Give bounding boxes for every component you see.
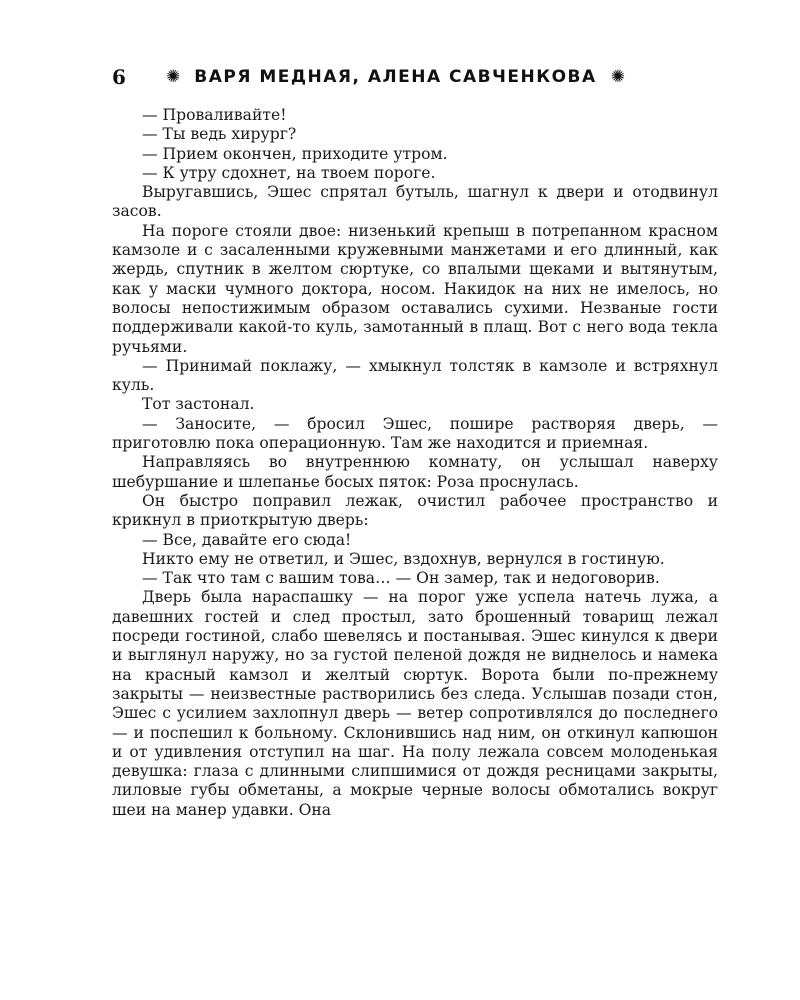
ornament-icon: ✺ bbox=[610, 66, 625, 87]
paragraph: Никто ему не ответил, и Эшес, вздохнув, вернулся в гостиную. bbox=[142, 549, 665, 568]
paragraph: Тот застонал. bbox=[142, 395, 255, 414]
paragraph: — Ты ведь хирург? bbox=[142, 125, 297, 144]
text-body bbox=[112, 106, 718, 820]
paragraph: — Проваливайте! bbox=[142, 106, 287, 124]
paragraph: Он быстро поправил лежак, очистил рабочее пространство и крикнул в приоткрытую дверь: bbox=[112, 491, 718, 530]
page-number: 6 bbox=[112, 65, 126, 89]
paragraph: Дверь была нараспашку — на порог уже успела натечь лужа, а давешних гостей и след простыл, зато брошенный товарищ лежал посреди гостиной, слабо шевелясь и постанывая. Эшес кинулся к двери и выглянул наружу, но за густой пеленой дождя не виднелось и намека на красный камзол и желтый сюртук. Ворота были по-прежнему закрыты — неизвестные растворились без следа. Услышав позади стон, Эшес с усилием захлопнул дверь — ветер сопротивлялся до последнего — и поспешил к больному. Склонившись над ним, он откинул капюшон и от удивления отступил на шаг. На полу лежала совсем молоденькая девушка: глаза с длинными слипшимися от дождя ресницами закрыты, лиловые губы обметаны, а мокрые черные волосы обмотались вокруг шеи на манер удавки. Она bbox=[112, 588, 718, 819]
paragraph: — Прием окончен, приходите утром. bbox=[142, 144, 448, 163]
paragraph: Выругавшись, Эшес спрятал бутыль, шагнул к двери и отодвинул засов. bbox=[112, 183, 718, 221]
paragraph: — К утру сдохнет, на твоем пороге. bbox=[142, 163, 436, 182]
paragraph: — Все, давайте его сюда! bbox=[142, 530, 352, 549]
paragraph: — Так что там с вашим това… — Он замер, так и недоговорив. bbox=[142, 569, 660, 588]
ornament-icon: ✺ bbox=[166, 66, 181, 87]
paragraph: Направляясь во внутреннюю комнату, он услышал наверху шебуршание и шлепанье босых пяток: Роза проснулась. bbox=[112, 453, 718, 491]
paragraph: — Принимай поклажу, — хмыкнул толстяк в камзоле и встряхнул куль. bbox=[112, 356, 718, 395]
paragraph: — Заносите, — бросил Эшес, пошире растворяя дверь, — приготовлю пока операционную. Там же находится и приемная. bbox=[112, 414, 718, 453]
book-authors-title: ВАРЯ МЕДНАЯ, АЛЕНА САВЧЕНКОВА bbox=[194, 67, 597, 87]
paragraph: На пороге стояли двое: низенький крепыш в потрепанном красном камзоле и с засаленными кружевными манжетами и его длинный, как жердь, спутник в желтом сюртуке, со впалыми щеками и вытянутым, как у маски чумного доктора, носом. Накидок на них не имелось, но волосы непостижимым образом оставались сухими. Незваные гости поддерживали какой-то куль, замотанный в плащ. Вот с него вода текла ручьями. bbox=[112, 221, 718, 356]
running-header bbox=[112, 62, 688, 92]
